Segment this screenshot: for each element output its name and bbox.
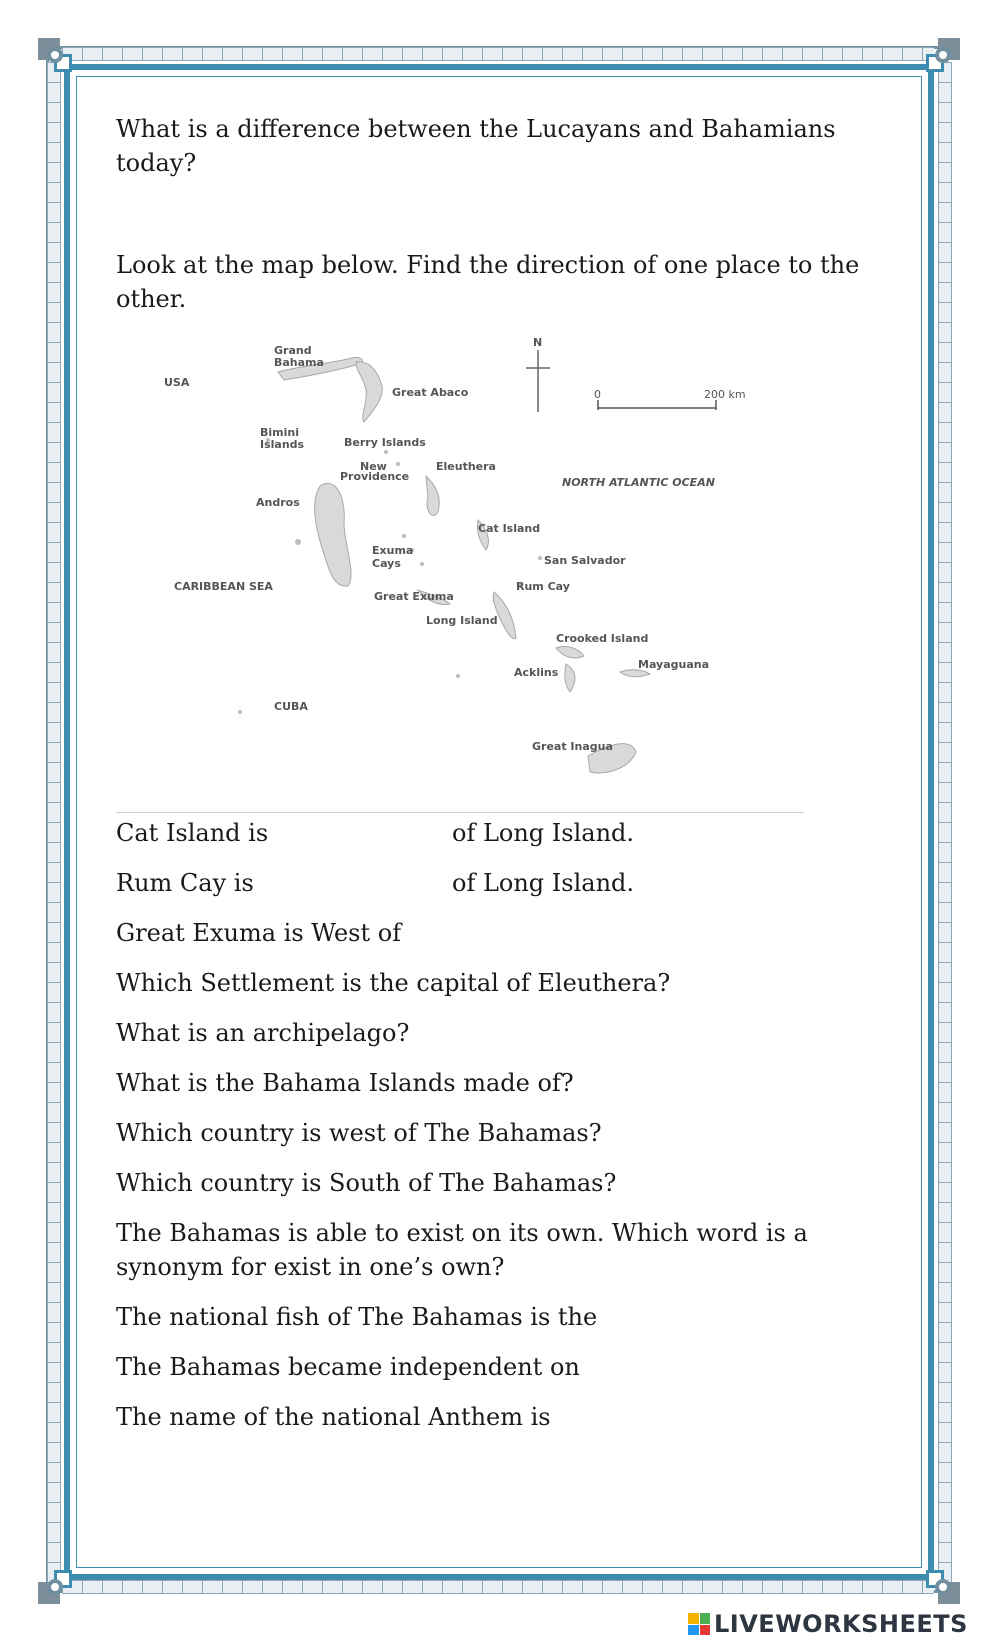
map-label-great-exuma: Great Exuma	[374, 590, 454, 603]
map-label-bimini-2: Islands	[260, 438, 305, 451]
map-label-grand-bahama-2: Bahama	[274, 356, 324, 369]
question-anthem: The name of the national Anthem is	[116, 1403, 551, 1431]
question-independent: The Bahamas became independent on	[116, 1353, 580, 1381]
map-label-cuba: CUBA	[274, 700, 308, 713]
map-instruction: Look at the map below. Find the direction of one place to the	[116, 251, 860, 279]
island-great-abaco	[356, 362, 382, 422]
question-cat-island: Cat Island is	[116, 819, 269, 847]
island-crooked	[556, 646, 584, 658]
map-label-caribbean-sea: CARIBBEAN SEA	[174, 580, 273, 593]
frame-border-right	[938, 62, 952, 1582]
liveworksheets-brand: LIVEWORKSHEETS	[714, 1610, 968, 1638]
map-divider	[116, 812, 804, 813]
map-label-grand-bahama: Grand	[274, 344, 312, 357]
map-label-rum-cay: Rum Cay	[516, 580, 570, 593]
question-made-of: What is the Bahama Islands made of?	[116, 1069, 574, 1097]
compass-north-label: N	[533, 336, 543, 349]
frame-corner-ornament	[926, 1570, 960, 1604]
frame-border-bottom	[62, 1580, 934, 1594]
frame-border-top	[62, 47, 934, 61]
map-label-andros: Andros	[256, 496, 300, 509]
question-capital-eleuthera: Which Settlement is the capital of Eleuthera?	[116, 969, 671, 997]
map-label-exuma-cays: Exuma	[372, 544, 414, 557]
map-label-san-salvador: San Salvador	[544, 554, 626, 567]
map-label-new-providence: New	[360, 460, 387, 473]
scale-max-label: 200 km	[704, 388, 746, 401]
question-great-exuma: Great Exuma is West of	[116, 919, 402, 947]
question-rum-cay-end: of Long Island.	[452, 869, 635, 897]
question-exist-own: The Bahamas is able to exist on its own. Which word is a	[116, 1219, 808, 1247]
map-label-usa: USA	[164, 376, 190, 389]
question-cat-island-end: of Long Island.	[452, 819, 635, 847]
question-rum-cay: Rum Cay is	[116, 869, 254, 897]
map-label-berry-islands: Berry Islands	[344, 436, 426, 449]
map-label-north-atlantic: NORTH ATLANTIC OCEAN	[562, 476, 715, 489]
map-label-great-inagua: Great Inagua	[532, 740, 613, 753]
map-label-new-providence-2: Providence	[340, 470, 410, 483]
map-label-bimini: Bimini	[260, 426, 299, 439]
map-label-crooked-island: Crooked Island	[556, 632, 649, 645]
map-label-cat-island: Cat Island	[478, 522, 541, 535]
island-eleuthera	[426, 476, 439, 515]
map-label-mayaguana: Mayaguana	[638, 658, 710, 671]
map-label-long-island: Long Island	[426, 614, 498, 627]
question-exist-own-cont: synonym for exist in one’s own?	[116, 1253, 505, 1281]
frame-corner-ornament	[38, 1570, 72, 1604]
question-west-country: Which country is west of The Bahamas?	[116, 1119, 602, 1147]
map-label-eleuthera: Eleuthera	[436, 460, 496, 473]
island-andros	[315, 483, 351, 586]
frame-corner-ornament	[38, 38, 72, 72]
frame-corner-ornament	[926, 38, 960, 72]
frame-border-left	[47, 62, 61, 1582]
island-acklins	[565, 664, 575, 692]
liveworksheets-logo	[688, 1609, 968, 1639]
question-archipelago: What is an archipelago?	[116, 1019, 410, 1047]
map-instruction-cont: other.	[116, 285, 187, 313]
map-label-acklins: Acklins	[514, 666, 559, 679]
liveworksheets-logo-icon	[688, 1613, 710, 1635]
bahamas-map	[160, 336, 820, 806]
question-south-country: Which country is South of The Bahamas?	[116, 1169, 617, 1197]
question-lucayans-cont: today?	[116, 149, 197, 177]
scale-zero-label: 0	[594, 388, 601, 401]
question-lucayans: What is a difference between the Lucayans and Bahamians	[116, 115, 836, 143]
map-label-exuma-cays-2: Cays	[372, 557, 401, 570]
map-label-great-abaco: Great Abaco	[392, 386, 469, 399]
question-national-fish: The national fish of The Bahamas is the	[116, 1303, 598, 1331]
